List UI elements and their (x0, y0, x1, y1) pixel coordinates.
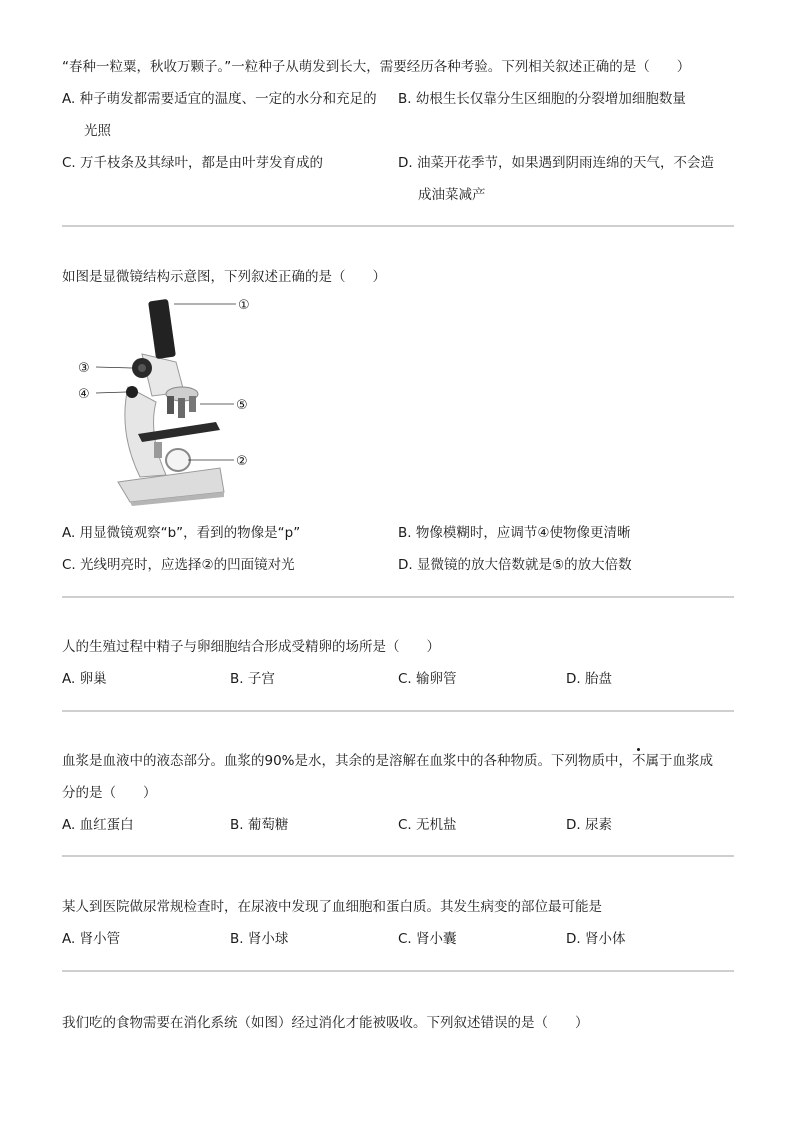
option-text: 油菜开花季节，如果遇到阴雨连绵的天气，不会造 (416, 155, 714, 171)
q4-option-a[interactable] (62, 816, 134, 834)
option-text: 无机盐 (416, 817, 457, 833)
callout-line (96, 392, 126, 393)
option-text: 万千枝条及其绿叶，都是由叶芽发育成的 (80, 155, 324, 171)
callout-4: ④ (78, 387, 90, 402)
option-label: A. (62, 671, 76, 687)
q1-option-d-continuation: 成油菜减产 (418, 187, 486, 203)
option-label: D. (566, 817, 581, 833)
emphasis-char: 属 (645, 753, 660, 769)
q3-option-c[interactable] (398, 670, 457, 688)
option-label: B. (230, 817, 244, 833)
question-1-stem: “春种一粒粟，秋收万颗子。”一粒种子从萌发到长大，需要经历各种考验。下列相关叙述正确的是（ ） (62, 59, 691, 75)
q2-option-a[interactable] (62, 524, 300, 542)
option-text: 胎盘 (584, 671, 612, 687)
q2-option-d[interactable] (398, 556, 632, 574)
option-text: 血红蛋白 (79, 817, 134, 833)
objective-lens (167, 396, 174, 414)
separator (62, 710, 734, 712)
option-label: C. (62, 557, 76, 573)
objective-lens (178, 398, 185, 418)
callout-5: ⑤ (236, 398, 248, 413)
option-label: A. (62, 91, 76, 107)
q1-option-a[interactable] (62, 90, 377, 108)
separator (62, 855, 734, 857)
option-label: D. (566, 931, 581, 947)
q5-option-d[interactable] (566, 930, 625, 948)
q3-option-d[interactable] (566, 670, 612, 688)
option-label: D. (566, 671, 581, 687)
option-text: 肾小管 (79, 931, 121, 947)
q3-option-b[interactable] (230, 670, 275, 688)
stage-pillar (154, 442, 162, 458)
option-text: 幼根生长仅靠分生区细胞的分裂增加细胞数量 (415, 91, 686, 107)
option-label: D. (398, 155, 413, 171)
option-text: 肾小体 (584, 931, 626, 947)
separator (62, 225, 734, 227)
microscope-figure (70, 292, 270, 512)
option-label: A. (62, 931, 76, 947)
reflector-mirror (166, 449, 190, 471)
separator (62, 596, 734, 598)
emphasis-char: 不 (632, 753, 646, 769)
fine-adjustment-knob (126, 386, 138, 398)
option-text: 物像模糊时，应调节④使物像更清晰 (415, 525, 631, 541)
option-text: 输卵管 (416, 671, 457, 687)
q3-option-a[interactable] (62, 670, 107, 688)
q5-option-a[interactable] (62, 930, 120, 948)
q4-option-c[interactable] (398, 816, 457, 834)
separator (62, 970, 734, 972)
option-text: 卵巢 (79, 671, 107, 687)
question-6-stem: 我们吃的食物需要在消化系统（如图）经过消化才能被吸收。下列叙述错误的是（ ） (62, 1015, 589, 1031)
callout-3: ③ (78, 361, 90, 376)
q1-option-b[interactable] (398, 90, 686, 108)
option-label: C. (398, 817, 412, 833)
stem-text: 血浆是血液中的液态部分。血浆的90%是水，其余的是溶解在血浆中的各种物质。下列物质中， (62, 753, 633, 769)
stem-text: 于血浆成 (659, 753, 714, 769)
q4-option-d[interactable] (566, 816, 612, 834)
q2-option-b[interactable] (398, 524, 630, 542)
question-3-stem: 人的生殖过程中精子与卵细胞结合形成受精卵的场所是（ ） (62, 639, 440, 655)
q5-option-b[interactable] (230, 930, 288, 948)
option-label: B. (398, 91, 412, 107)
q1-option-a-continuation: 光照 (84, 123, 111, 139)
option-label: C. (398, 931, 412, 947)
option-text: 种子萌发都需要适宜的温度、一定的水分和充足的 (79, 91, 377, 107)
option-text: 尿素 (584, 817, 612, 833)
q4-option-b[interactable] (230, 816, 288, 834)
option-label: B. (398, 525, 412, 541)
q2-option-c[interactable] (62, 556, 295, 574)
option-text: 子宫 (247, 671, 275, 687)
option-label: C. (398, 671, 412, 687)
q1-option-d[interactable] (398, 154, 714, 172)
q1-option-c[interactable] (62, 154, 323, 172)
option-text: 肾小球 (247, 931, 289, 947)
callout-2: ② (236, 454, 248, 469)
q5-option-c[interactable] (398, 930, 457, 948)
callout-line (96, 367, 132, 368)
option-label: B. (230, 671, 244, 687)
question-2-stem: 如图是显微镜结构示意图，下列叙述正确的是（ ） (62, 269, 386, 285)
option-text: 肾小囊 (416, 931, 457, 947)
question-4-stem-line-2: 分的是（ ） (62, 785, 157, 801)
question-5-stem: 某人到医院做尿常规检查时，在尿液中发现了血细胞和蛋白质。其发生病变的部位最可能是 (62, 899, 602, 915)
option-label: B. (230, 931, 244, 947)
question-4-stem (62, 752, 713, 770)
callout-1: ① (238, 298, 250, 313)
option-label: C. (62, 155, 76, 171)
objective-lens (189, 396, 196, 412)
option-text: 用显微镜观察“b”，看到的物像是“p” (79, 525, 301, 541)
option-label: A. (62, 817, 76, 833)
option-text: 光线明亮时，应选择②的凹面镜对光 (80, 557, 295, 573)
option-label: D. (398, 557, 413, 573)
option-label: A. (62, 525, 76, 541)
option-text: 显微镜的放大倍数就是⑤的放大倍数 (416, 557, 632, 573)
eyepiece (148, 299, 176, 359)
option-text: 葡萄糖 (247, 817, 289, 833)
